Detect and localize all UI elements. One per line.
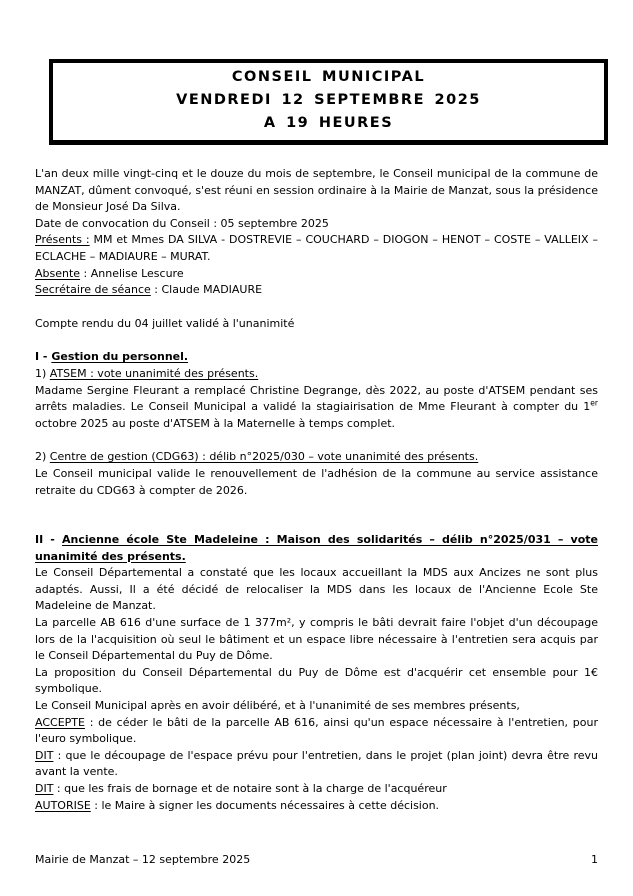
- item2-prefix: 2): [35, 450, 50, 464]
- document-body: [35, 166, 598, 814]
- section1-heading: [35, 349, 598, 366]
- intro-paragraph: L'an deux mille vingt-cinq et le douze du mois de septembre, le Conseil municipal de la commune de MANZAT, dûment convoqué, s'est réuni en session ordinaire à la Mairie de Manzat, sous la présidence de Monsieur José Da Silva.: [35, 167, 598, 214]
- dit1-paragraph: [35, 748, 598, 781]
- item1-paragraph: [35, 383, 598, 433]
- item2-paragraph: Le Conseil municipal valide le renouvellement de l'adhésion de la commune au service assistance retraite du CDG63 à compter de 2026.: [35, 466, 598, 497]
- section2-para3: La proposition du Conseil Départemental du Puy de Dôme est d'acquérir cet ensemble pour 1€ symbolique.: [35, 665, 598, 696]
- item2-heading: [35, 449, 598, 466]
- dit1-label: DIT: [35, 748, 54, 762]
- header-title: CONSEIL MUNICIPAL: [231, 69, 426, 85]
- accepte-text: : de céder le bâti de la parcelle AB 616, ainsi qu'un espace nécessaire à l'entretien, pour l'euro symbolique.: [35, 715, 598, 746]
- presents-text: MM et Mmes DA SILVA - DOSTREVIE – COUCHARD – DIOGON – HENOT – COSTE – VALLEIX – ECLACHE – MADIAURE – MURAT.: [35, 233, 598, 263]
- header-box: [49, 59, 608, 145]
- presents-line: [35, 232, 598, 265]
- absente-text: : Annelise Lescure: [80, 266, 184, 280]
- dit2-paragraph: [35, 781, 598, 798]
- section1-numeral: I -: [35, 350, 52, 364]
- autorise-label: AUTORISE: [35, 798, 91, 812]
- spacer: [35, 432, 598, 449]
- compte-rendu-line: Compte rendu du 04 juillet validé à l'unanimité: [35, 316, 295, 330]
- dit2-label: DIT: [35, 782, 54, 795]
- item1-body-after: octobre 2025 au poste d'ATSEM à la Maternelle à temps complet.: [35, 416, 396, 430]
- accepte-label: ACCEPTE: [35, 715, 85, 729]
- dit2-text: : que les frais de bornage et de notaire sont à la charge de l'acquéreur: [53, 782, 447, 795]
- item1-heading: [35, 366, 598, 383]
- autorise-text: : le Maire à signer les documents nécessaires à cette décision.: [90, 798, 440, 812]
- item1-body-before: Madame Sergine Fleurant a remplacé Christine Degrange, dès 2022, au poste d'ATSEM pendant ses arrêts maladies. Le Conseil Municipal a validé la stagiairisation de Mme Fleurant à compter du 1: [35, 383, 598, 414]
- presents-label: Présents :: [35, 233, 90, 247]
- section2-title: Ancienne école Ste Madeleine : Maison des solidarités – délib n°2025/031 – vote unanimité des présents.: [35, 533, 598, 563]
- secretaire-line: [35, 282, 598, 299]
- section2-para4: Le Conseil Municipal après en avoir délibéré, et à l'unanimité de ses membres présents,: [35, 699, 520, 713]
- spacer: [35, 332, 598, 349]
- footer-left: Mairie de Manzat – 12 septembre 2025: [35, 853, 251, 866]
- page-footer: [35, 852, 598, 869]
- ordinal-superscript: er: [590, 398, 598, 408]
- spacer: [35, 299, 598, 316]
- absente-label: Absente: [35, 266, 81, 280]
- secretaire-text: : Claude MADIAURE: [150, 283, 263, 297]
- spacer: [35, 499, 598, 532]
- convocation-line: Date de convocation du Conseil : 05 septembre 2025: [35, 216, 329, 230]
- section2-numeral: II -: [35, 533, 62, 547]
- section2-para1: Le Conseil Départemental a constaté que les locaux accueillant la MDS aux Ancizes ne sont plus adaptés. Aussi, Il a été décidé de relocaliser la MDS dans les locaux de l'Ancienne Ecole Ste Madeleine de Manzat.: [35, 566, 598, 613]
- section1-title: Gestion du personnel.: [51, 350, 189, 364]
- item2-label: Centre de gestion (CDG63) : délib n°2025/030 – vote unanimité des présents.: [49, 450, 479, 464]
- absente-line: [35, 266, 598, 283]
- section2-para2: La parcelle AB 616 d'une surface de 1 377m², y compris le bâti devrait faire l'objet d'un découpage lors de la l'acquisition où seul le bâtiment et un espace libre nécessaire à l'entretien sera acquis par le Conseil Départemental du Puy de Dôme.: [35, 616, 598, 663]
- header-time: A 19 HEURES: [263, 115, 394, 131]
- accepte-paragraph: [35, 715, 598, 748]
- header-date: VENDREDI 12 SEPTEMBRE 2025: [176, 92, 481, 108]
- item1-label: ATSEM : vote unanimité des présents.: [49, 366, 259, 380]
- item1-prefix: 1): [35, 366, 50, 380]
- footer-page-number: 1: [591, 853, 598, 866]
- autorise-paragraph: [35, 798, 598, 815]
- dit1-text: : que le découpage de l'espace prévu pour l'entretien, dans le projet (plan joint) devra être revu avant la vente.: [35, 748, 598, 779]
- secretaire-label: Secrétaire de séance: [35, 283, 151, 297]
- section2-heading: [35, 532, 598, 565]
